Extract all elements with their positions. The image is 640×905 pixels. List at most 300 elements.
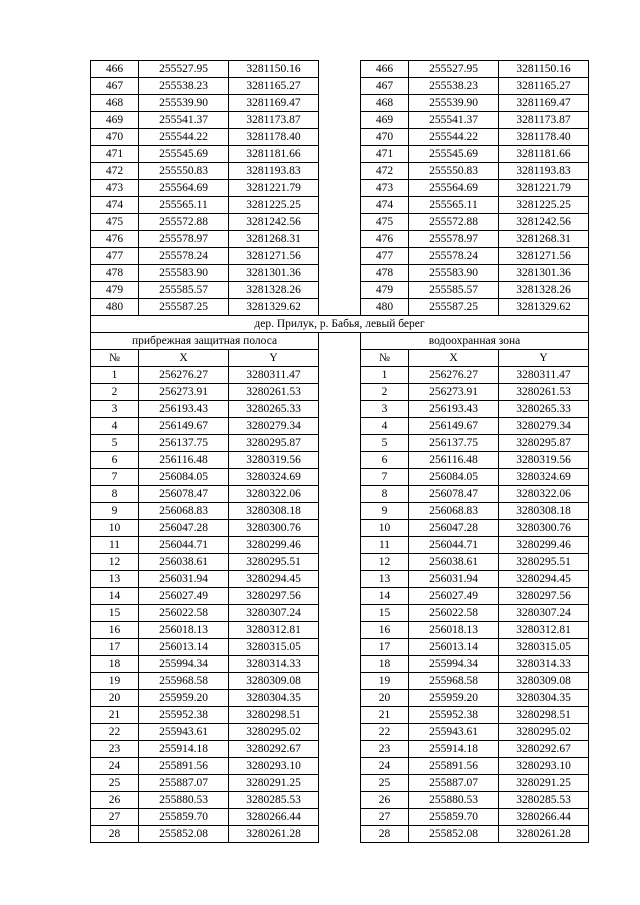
left-point-number: 6 bbox=[91, 452, 139, 469]
right-x-coordinate: 255578.97 bbox=[409, 231, 499, 248]
left-y-coordinate: 3280312.81 bbox=[229, 622, 319, 639]
right-point-number: 4 bbox=[361, 418, 409, 435]
section-heading: дер. Прилук, р. Бабья, левый берег bbox=[91, 316, 589, 333]
right-point-number: 28 bbox=[361, 826, 409, 843]
left-number-header: № bbox=[91, 350, 139, 367]
right-y-coordinate: 3280322.06 bbox=[499, 486, 589, 503]
left-x-coordinate: 256193.43 bbox=[139, 401, 229, 418]
left-x-coordinate: 256018.13 bbox=[139, 622, 229, 639]
right-x-coordinate: 255541.37 bbox=[409, 112, 499, 129]
right-y-coordinate: 3280261.28 bbox=[499, 826, 589, 843]
left-y-coordinate: 3280261.28 bbox=[229, 826, 319, 843]
right-y-coordinate: 3280293.10 bbox=[499, 758, 589, 775]
right-y-coordinate: 3280314.33 bbox=[499, 656, 589, 673]
right-point-number: 17 bbox=[361, 639, 409, 656]
right-x-coordinate: 256078.47 bbox=[409, 486, 499, 503]
right-point-number: 475 bbox=[361, 214, 409, 231]
left-point-number: 19 bbox=[91, 673, 139, 690]
left-y-coordinate: 3281150.16 bbox=[229, 61, 319, 78]
right-x-coordinate: 255585.57 bbox=[409, 282, 499, 299]
table-gap bbox=[319, 367, 361, 384]
table-row bbox=[91, 61, 589, 78]
table-gap bbox=[319, 554, 361, 571]
left-y-coordinate: 3280265.33 bbox=[229, 401, 319, 418]
left-y-coordinate: 3280299.46 bbox=[229, 537, 319, 554]
left-x-coordinate: 256022.58 bbox=[139, 605, 229, 622]
table-row bbox=[91, 78, 589, 95]
table-gap bbox=[319, 741, 361, 758]
table-row bbox=[91, 758, 589, 775]
left-x-coordinate: 255994.34 bbox=[139, 656, 229, 673]
right-x-coordinate: 255859.70 bbox=[409, 809, 499, 826]
right-point-number: 16 bbox=[361, 622, 409, 639]
right-x-coordinate: 255565.11 bbox=[409, 197, 499, 214]
right-y-coordinate: 3281225.25 bbox=[499, 197, 589, 214]
right-x-coordinate: 255891.56 bbox=[409, 758, 499, 775]
right-point-number: 1 bbox=[361, 367, 409, 384]
right-y-coordinate: 3280298.51 bbox=[499, 707, 589, 724]
right-point-number: 6 bbox=[361, 452, 409, 469]
table-row bbox=[91, 707, 589, 724]
left-x-coordinate: 255585.57 bbox=[139, 282, 229, 299]
left-x-coordinate: 255968.58 bbox=[139, 673, 229, 690]
left-y-coordinate: 3281165.27 bbox=[229, 78, 319, 95]
table-row bbox=[91, 95, 589, 112]
left-section-title: прибрежная защитная полоса bbox=[91, 333, 319, 350]
table-gap bbox=[319, 469, 361, 486]
left-y-coordinate: 3280291.25 bbox=[229, 775, 319, 792]
right-y-coordinate: 3281181.66 bbox=[499, 146, 589, 163]
right-point-number: 10 bbox=[361, 520, 409, 537]
right-x-coordinate: 256018.13 bbox=[409, 622, 499, 639]
right-y-coordinate: 3280308.18 bbox=[499, 503, 589, 520]
table-gap bbox=[319, 78, 361, 95]
left-y-coordinate: 3281181.66 bbox=[229, 146, 319, 163]
right-point-number: 469 bbox=[361, 112, 409, 129]
left-point-number: 2 bbox=[91, 384, 139, 401]
left-x-coordinate: 255527.95 bbox=[139, 61, 229, 78]
left-x-coordinate: 255550.83 bbox=[139, 163, 229, 180]
left-y-coordinate: 3280297.56 bbox=[229, 588, 319, 605]
left-y-coordinate: 3280261.53 bbox=[229, 384, 319, 401]
right-y-coordinate: 3280309.08 bbox=[499, 673, 589, 690]
left-x-coordinate: 256027.49 bbox=[139, 588, 229, 605]
right-y-coordinate: 3280285.53 bbox=[499, 792, 589, 809]
left-x-coordinate: 256137.75 bbox=[139, 435, 229, 452]
left-x-coordinate: 255859.70 bbox=[139, 809, 229, 826]
right-point-number: 19 bbox=[361, 673, 409, 690]
right-y-coordinate: 3281271.56 bbox=[499, 248, 589, 265]
section-titles-row bbox=[91, 333, 589, 350]
table-row bbox=[91, 571, 589, 588]
right-y-coordinate: 3281150.16 bbox=[499, 61, 589, 78]
right-point-number: 466 bbox=[361, 61, 409, 78]
table-gap bbox=[319, 112, 361, 129]
right-y-coordinate: 3280324.69 bbox=[499, 469, 589, 486]
left-point-number: 22 bbox=[91, 724, 139, 741]
right-point-number: 479 bbox=[361, 282, 409, 299]
left-y-coordinate: 3281221.79 bbox=[229, 180, 319, 197]
right-point-number: 3 bbox=[361, 401, 409, 418]
right-y-coordinate: 3281165.27 bbox=[499, 78, 589, 95]
left-y-coordinate: 3281242.56 bbox=[229, 214, 319, 231]
left-x-coordinate: 255887.07 bbox=[139, 775, 229, 792]
table-row bbox=[91, 622, 589, 639]
left-x-coordinate: 255852.08 bbox=[139, 826, 229, 843]
left-point-number: 17 bbox=[91, 639, 139, 656]
left-y-coordinate: 3281329.62 bbox=[229, 299, 319, 316]
table-row bbox=[91, 741, 589, 758]
right-point-number: 471 bbox=[361, 146, 409, 163]
left-y-coordinate: 3280295.02 bbox=[229, 724, 319, 741]
left-y-coordinate: 3280307.24 bbox=[229, 605, 319, 622]
table-gap bbox=[319, 622, 361, 639]
table-gap bbox=[319, 758, 361, 775]
table-row bbox=[91, 809, 589, 826]
table-row bbox=[91, 537, 589, 554]
table-row bbox=[91, 112, 589, 129]
left-point-number: 27 bbox=[91, 809, 139, 826]
left-point-number: 469 bbox=[91, 112, 139, 129]
table-gap bbox=[319, 384, 361, 401]
right-y-coordinate: 3280304.35 bbox=[499, 690, 589, 707]
left-point-number: 10 bbox=[91, 520, 139, 537]
right-y-coordinate: 3280266.44 bbox=[499, 809, 589, 826]
right-y-coordinate: 3281329.62 bbox=[499, 299, 589, 316]
right-x-coordinate: 256022.58 bbox=[409, 605, 499, 622]
right-y-coordinate: 3280291.25 bbox=[499, 775, 589, 792]
table-row bbox=[91, 775, 589, 792]
table-gap bbox=[319, 826, 361, 843]
right-point-number: 23 bbox=[361, 741, 409, 758]
left-point-number: 477 bbox=[91, 248, 139, 265]
table-row bbox=[91, 197, 589, 214]
left-x-coordinate: 255539.90 bbox=[139, 95, 229, 112]
left-x-coordinate: 255959.20 bbox=[139, 690, 229, 707]
left-y-coordinate: 3280322.06 bbox=[229, 486, 319, 503]
right-point-number: 480 bbox=[361, 299, 409, 316]
right-x-coordinate: 255564.69 bbox=[409, 180, 499, 197]
left-x-coordinate: 255565.11 bbox=[139, 197, 229, 214]
table-gap bbox=[319, 452, 361, 469]
left-x-header: X bbox=[139, 350, 229, 367]
right-x-coordinate: 256273.91 bbox=[409, 384, 499, 401]
right-x-coordinate: 256137.75 bbox=[409, 435, 499, 452]
table-gap bbox=[319, 435, 361, 452]
left-point-number: 474 bbox=[91, 197, 139, 214]
table-gap bbox=[319, 146, 361, 163]
right-y-coordinate: 3281173.87 bbox=[499, 112, 589, 129]
table-gap bbox=[319, 792, 361, 809]
table-gap bbox=[319, 231, 361, 248]
table-row bbox=[91, 554, 589, 571]
right-y-coordinate: 3280295.02 bbox=[499, 724, 589, 741]
left-point-number: 476 bbox=[91, 231, 139, 248]
table-row bbox=[91, 231, 589, 248]
right-point-number: 473 bbox=[361, 180, 409, 197]
table-row bbox=[91, 214, 589, 231]
table-gap bbox=[319, 673, 361, 690]
right-point-number: 2 bbox=[361, 384, 409, 401]
left-x-coordinate: 256013.14 bbox=[139, 639, 229, 656]
left-y-coordinate: 3280279.34 bbox=[229, 418, 319, 435]
left-point-number: 15 bbox=[91, 605, 139, 622]
left-x-coordinate: 256084.05 bbox=[139, 469, 229, 486]
right-x-coordinate: 256047.28 bbox=[409, 520, 499, 537]
right-x-coordinate: 256276.27 bbox=[409, 367, 499, 384]
right-y-coordinate: 3280300.76 bbox=[499, 520, 589, 537]
right-y-coordinate: 3281268.31 bbox=[499, 231, 589, 248]
left-y-coordinate: 3281169.47 bbox=[229, 95, 319, 112]
table-gap bbox=[319, 333, 361, 350]
left-x-coordinate: 255545.69 bbox=[139, 146, 229, 163]
right-x-coordinate: 255943.61 bbox=[409, 724, 499, 741]
right-point-number: 22 bbox=[361, 724, 409, 741]
right-x-coordinate: 255545.69 bbox=[409, 146, 499, 163]
left-x-coordinate: 255572.88 bbox=[139, 214, 229, 231]
left-y-header: Y bbox=[229, 350, 319, 367]
left-point-number: 466 bbox=[91, 61, 139, 78]
table-row bbox=[91, 452, 589, 469]
left-y-coordinate: 3281328.26 bbox=[229, 282, 319, 299]
right-y-coordinate: 3281178.40 bbox=[499, 129, 589, 146]
right-y-header: Y bbox=[499, 350, 589, 367]
right-x-coordinate: 255852.08 bbox=[409, 826, 499, 843]
left-point-number: 3 bbox=[91, 401, 139, 418]
right-point-number: 477 bbox=[361, 248, 409, 265]
table-gap bbox=[319, 180, 361, 197]
table-gap bbox=[319, 605, 361, 622]
left-x-coordinate: 256031.94 bbox=[139, 571, 229, 588]
table-row bbox=[91, 401, 589, 418]
left-point-number: 467 bbox=[91, 78, 139, 95]
right-point-number: 25 bbox=[361, 775, 409, 792]
right-number-header: № bbox=[361, 350, 409, 367]
left-x-coordinate: 255587.25 bbox=[139, 299, 229, 316]
right-y-coordinate: 3281169.47 bbox=[499, 95, 589, 112]
table-gap bbox=[319, 571, 361, 588]
left-y-coordinate: 3280294.45 bbox=[229, 571, 319, 588]
right-x-coordinate: 256084.05 bbox=[409, 469, 499, 486]
table-row bbox=[91, 486, 589, 503]
right-point-number: 8 bbox=[361, 486, 409, 503]
right-x-coordinate: 256116.48 bbox=[409, 452, 499, 469]
table-gap bbox=[319, 265, 361, 282]
table-row bbox=[91, 673, 589, 690]
right-point-number: 478 bbox=[361, 265, 409, 282]
right-y-coordinate: 3281221.79 bbox=[499, 180, 589, 197]
right-section-title: водоохранная зона bbox=[361, 333, 589, 350]
table-gap bbox=[319, 588, 361, 605]
left-point-number: 4 bbox=[91, 418, 139, 435]
left-y-coordinate: 3280266.44 bbox=[229, 809, 319, 826]
right-x-coordinate: 256013.14 bbox=[409, 639, 499, 656]
right-x-coordinate: 255968.58 bbox=[409, 673, 499, 690]
left-point-number: 470 bbox=[91, 129, 139, 146]
right-y-coordinate: 3280261.53 bbox=[499, 384, 589, 401]
right-x-coordinate: 256193.43 bbox=[409, 401, 499, 418]
right-point-number: 20 bbox=[361, 690, 409, 707]
left-point-number: 473 bbox=[91, 180, 139, 197]
left-x-coordinate: 255914.18 bbox=[139, 741, 229, 758]
right-x-coordinate: 256149.67 bbox=[409, 418, 499, 435]
table-gap bbox=[319, 350, 361, 367]
left-point-number: 478 bbox=[91, 265, 139, 282]
table-gap bbox=[319, 690, 361, 707]
right-y-coordinate: 3281301.36 bbox=[499, 265, 589, 282]
right-x-coordinate: 255583.90 bbox=[409, 265, 499, 282]
left-point-number: 12 bbox=[91, 554, 139, 571]
right-x-coordinate: 255539.90 bbox=[409, 95, 499, 112]
right-point-number: 13 bbox=[361, 571, 409, 588]
table-gap bbox=[319, 656, 361, 673]
right-y-coordinate: 3280299.46 bbox=[499, 537, 589, 554]
table-gap bbox=[319, 639, 361, 656]
table-gap bbox=[319, 486, 361, 503]
left-point-number: 472 bbox=[91, 163, 139, 180]
table-row bbox=[91, 690, 589, 707]
right-point-number: 12 bbox=[361, 554, 409, 571]
column-header-row bbox=[91, 350, 589, 367]
table-gap bbox=[319, 214, 361, 231]
left-x-coordinate: 255564.69 bbox=[139, 180, 229, 197]
right-y-coordinate: 3280312.81 bbox=[499, 622, 589, 639]
left-point-number: 11 bbox=[91, 537, 139, 554]
right-x-coordinate: 256068.83 bbox=[409, 503, 499, 520]
left-y-coordinate: 3280324.69 bbox=[229, 469, 319, 486]
left-point-number: 28 bbox=[91, 826, 139, 843]
table-gap bbox=[319, 775, 361, 792]
left-y-coordinate: 3281173.87 bbox=[229, 112, 319, 129]
table-gap bbox=[319, 809, 361, 826]
left-point-number: 9 bbox=[91, 503, 139, 520]
table-gap bbox=[319, 197, 361, 214]
right-y-coordinate: 3280292.67 bbox=[499, 741, 589, 758]
right-point-number: 476 bbox=[361, 231, 409, 248]
left-x-coordinate: 256068.83 bbox=[139, 503, 229, 520]
right-point-number: 9 bbox=[361, 503, 409, 520]
table-row bbox=[91, 639, 589, 656]
right-y-coordinate: 3280265.33 bbox=[499, 401, 589, 418]
left-x-coordinate: 256047.28 bbox=[139, 520, 229, 537]
left-point-number: 21 bbox=[91, 707, 139, 724]
left-point-number: 23 bbox=[91, 741, 139, 758]
table-row bbox=[91, 826, 589, 843]
left-x-coordinate: 256038.61 bbox=[139, 554, 229, 571]
table-gap bbox=[319, 503, 361, 520]
left-x-coordinate: 255541.37 bbox=[139, 112, 229, 129]
right-x-coordinate: 255587.25 bbox=[409, 299, 499, 316]
left-point-number: 25 bbox=[91, 775, 139, 792]
table-gap bbox=[319, 724, 361, 741]
right-x-coordinate: 256027.49 bbox=[409, 588, 499, 605]
left-y-coordinate: 3281178.40 bbox=[229, 129, 319, 146]
table-row bbox=[91, 792, 589, 809]
left-point-number: 8 bbox=[91, 486, 139, 503]
left-y-coordinate: 3280295.87 bbox=[229, 435, 319, 452]
right-y-coordinate: 3280295.87 bbox=[499, 435, 589, 452]
right-point-number: 26 bbox=[361, 792, 409, 809]
table-row bbox=[91, 282, 589, 299]
right-x-coordinate: 255914.18 bbox=[409, 741, 499, 758]
table-gap bbox=[319, 248, 361, 265]
table-row bbox=[91, 469, 589, 486]
right-y-coordinate: 3280279.34 bbox=[499, 418, 589, 435]
left-y-coordinate: 3280315.05 bbox=[229, 639, 319, 656]
table-row bbox=[91, 248, 589, 265]
right-x-coordinate: 256038.61 bbox=[409, 554, 499, 571]
table-gap bbox=[319, 129, 361, 146]
table-gap bbox=[319, 707, 361, 724]
left-y-coordinate: 3280309.08 bbox=[229, 673, 319, 690]
right-point-number: 468 bbox=[361, 95, 409, 112]
right-point-number: 11 bbox=[361, 537, 409, 554]
table-row bbox=[91, 724, 589, 741]
right-x-coordinate: 255572.88 bbox=[409, 214, 499, 231]
left-x-coordinate: 255583.90 bbox=[139, 265, 229, 282]
right-y-coordinate: 3280319.56 bbox=[499, 452, 589, 469]
right-x-header: X bbox=[409, 350, 499, 367]
table-row bbox=[91, 180, 589, 197]
left-point-number: 16 bbox=[91, 622, 139, 639]
table-gap bbox=[319, 401, 361, 418]
right-y-coordinate: 3280294.45 bbox=[499, 571, 589, 588]
left-y-coordinate: 3280308.18 bbox=[229, 503, 319, 520]
left-point-number: 471 bbox=[91, 146, 139, 163]
table-row bbox=[91, 520, 589, 537]
right-x-coordinate: 255527.95 bbox=[409, 61, 499, 78]
left-y-coordinate: 3280304.35 bbox=[229, 690, 319, 707]
table-row bbox=[91, 418, 589, 435]
table-gap bbox=[319, 299, 361, 316]
left-y-coordinate: 3281301.36 bbox=[229, 265, 319, 282]
left-x-coordinate: 255891.56 bbox=[139, 758, 229, 775]
right-x-coordinate: 255994.34 bbox=[409, 656, 499, 673]
right-x-coordinate: 255538.23 bbox=[409, 78, 499, 95]
table-row bbox=[91, 656, 589, 673]
right-x-coordinate: 255544.22 bbox=[409, 129, 499, 146]
table-gap bbox=[319, 61, 361, 78]
left-x-coordinate: 255544.22 bbox=[139, 129, 229, 146]
left-y-coordinate: 3281225.25 bbox=[229, 197, 319, 214]
right-x-coordinate: 255959.20 bbox=[409, 690, 499, 707]
right-x-coordinate: 255887.07 bbox=[409, 775, 499, 792]
left-y-coordinate: 3280285.53 bbox=[229, 792, 319, 809]
left-y-coordinate: 3281271.56 bbox=[229, 248, 319, 265]
right-point-number: 15 bbox=[361, 605, 409, 622]
left-y-coordinate: 3280314.33 bbox=[229, 656, 319, 673]
left-point-number: 468 bbox=[91, 95, 139, 112]
right-y-coordinate: 3280295.51 bbox=[499, 554, 589, 571]
right-x-coordinate: 255578.24 bbox=[409, 248, 499, 265]
right-point-number: 21 bbox=[361, 707, 409, 724]
right-x-coordinate: 255550.83 bbox=[409, 163, 499, 180]
right-x-coordinate: 255952.38 bbox=[409, 707, 499, 724]
right-y-coordinate: 3281193.83 bbox=[499, 163, 589, 180]
right-point-number: 14 bbox=[361, 588, 409, 605]
left-x-coordinate: 255952.38 bbox=[139, 707, 229, 724]
right-y-coordinate: 3280311.47 bbox=[499, 367, 589, 384]
right-point-number: 18 bbox=[361, 656, 409, 673]
left-point-number: 480 bbox=[91, 299, 139, 316]
right-y-coordinate: 3280315.05 bbox=[499, 639, 589, 656]
left-y-coordinate: 3280298.51 bbox=[229, 707, 319, 724]
right-point-number: 474 bbox=[361, 197, 409, 214]
table-gap bbox=[319, 520, 361, 537]
left-x-coordinate: 255578.24 bbox=[139, 248, 229, 265]
left-y-coordinate: 3280311.47 bbox=[229, 367, 319, 384]
table-gap bbox=[319, 418, 361, 435]
